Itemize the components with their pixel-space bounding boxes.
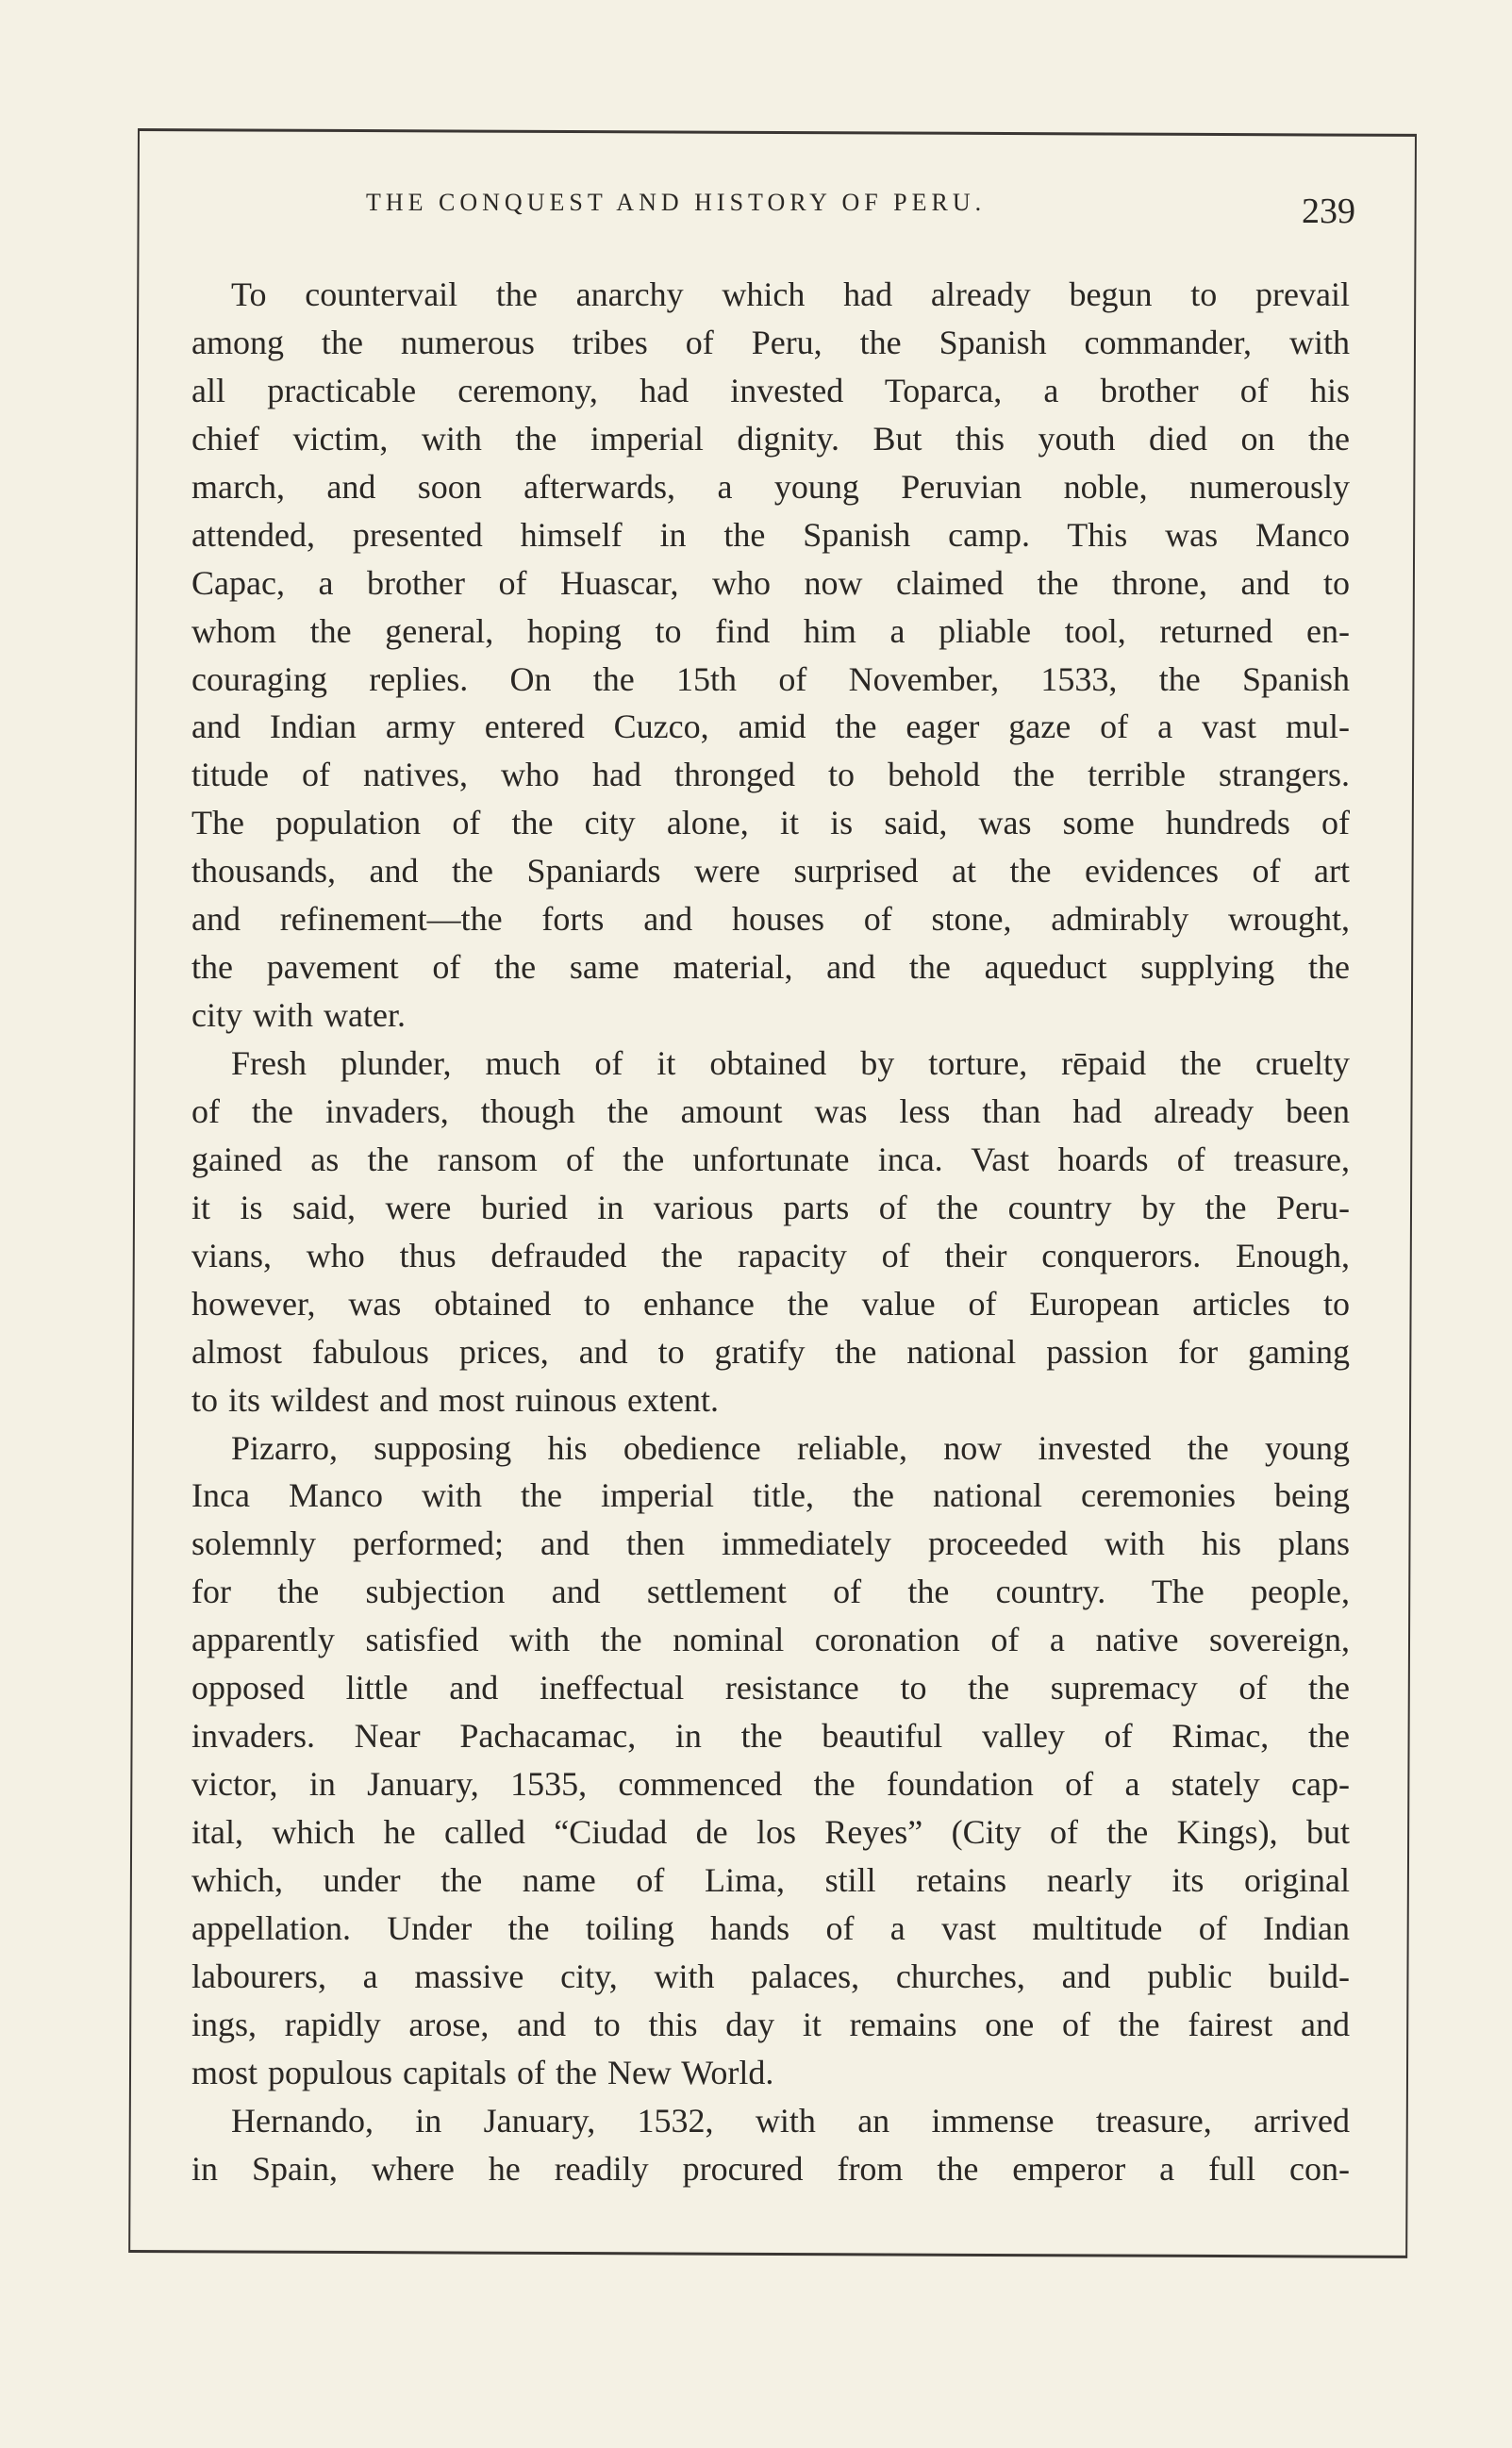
text-line: the pavement of the same material, and the aqueduct supplying the <box>191 948 1350 987</box>
page-number: 239 <box>1302 192 1355 231</box>
text-line: in Spain, where he readily procured from the emperor a full con- <box>191 2149 1350 2188</box>
text-line: whom the general, hoping to find him a pliable tool, returned en- <box>191 611 1350 650</box>
text-line: gained as the ransom of the unfortunate inca. Vast hoards of treasure, <box>191 1140 1350 1178</box>
text-line: invaders. Near Pachacamac, in the beautiful valley of Rimac, the <box>191 1717 1350 1756</box>
text-line: however, was obtained to enhance the value of European articles to <box>191 1284 1350 1323</box>
text-line: for the subjection and settlement of the country. The people, <box>191 1573 1350 1611</box>
text-line: labourers, a massive city, with palaces, churches, and public build- <box>191 1957 1350 1995</box>
text-line: almost fabulous prices, and to gratify the national passion for gaming <box>191 1332 1350 1371</box>
text-line: and refinement—the forts and houses of stone, admirably wrought, <box>191 900 1350 939</box>
text-line: The population of the city alone, it is said, was some hundreds of <box>191 804 1350 842</box>
text-line: Pizarro, supposing his obedience reliable, now invested the young <box>231 1428 1350 1467</box>
text-line: To countervail the anarchy which had already begun to prevail <box>231 275 1350 313</box>
text-line: solemnly performed; and then immediately proceeded with his plans <box>191 1524 1350 1563</box>
text-line: attended, presented himself in the Spanish camp. This was Manco <box>191 515 1350 554</box>
text-line: appellation. Under the toiling hands of a vast multitude of Indian <box>191 1908 1350 1947</box>
text-line: titude of natives, who had thronged to behold the terrible strangers. <box>191 756 1350 794</box>
text-line: city with water. <box>191 996 406 1035</box>
text-line: apparently satisfied with the nominal coronation of a native sovereign, <box>191 1621 1350 1659</box>
text-line: which, under the name of Lima, still retains nearly its original <box>191 1860 1350 1899</box>
text-line: Capac, a brother of Huascar, who now claimed the throne, and to <box>191 563 1350 602</box>
text-line: march, and soon afterwards, a young Peruvian noble, numerously <box>191 467 1350 506</box>
text-line: couraging replies. On the 15th of November, 1533, the Spanish <box>191 659 1350 698</box>
body-text <box>191 271 1350 2193</box>
text-line: chief victim, with the imperial dignity. But this youth died on the <box>191 419 1350 458</box>
text-line: all practicable ceremony, had invested Toparca, a brother of his <box>191 371 1350 409</box>
text-line: most populous capitals of the New World. <box>191 2053 774 2091</box>
text-line: Inca Manco with the imperial title, the national ceremonies being <box>191 1476 1350 1515</box>
text-line: of the invaders, though the amount was less than had already been <box>191 1091 1350 1130</box>
text-line: among the numerous tribes of Peru, the Spanish commander, with <box>191 323 1350 361</box>
text-line: Hernando, in January, 1532, with an immense treasure, arrived <box>231 2101 1350 2140</box>
text-line: ings, rapidly arose, and to this day it remains one of the fairest and <box>191 2005 1350 2043</box>
text-line: vians, who thus defrauded the rapacity of their conquerors. Enough, <box>191 1236 1350 1274</box>
text-line: opposed little and ineffectual resistance to the supremacy of the <box>191 1669 1350 1707</box>
text-line: to its wildest and most ruinous extent. <box>191 1380 719 1419</box>
text-line: thousands, and the Spaniards were surprised at the evidences of art <box>191 852 1350 891</box>
text-line: Fresh plunder, much of it obtained by torture, rēpaid the cruelty <box>231 1044 1350 1082</box>
text-line: it is said, were buried in various parts of the country by the Peru- <box>191 1188 1350 1226</box>
text-line: and Indian army entered Cuzco, amid the eager gaze of a vast mul- <box>191 708 1350 746</box>
text-line: ital, which he called “Ciudad de los Reyes” (City of the Kings), but <box>191 1813 1350 1851</box>
running-head: THE CONQUEST AND HISTORY OF PERU. <box>366 189 987 216</box>
text-line: victor, in January, 1535, commenced the foundation of a stately cap- <box>191 1765 1350 1804</box>
